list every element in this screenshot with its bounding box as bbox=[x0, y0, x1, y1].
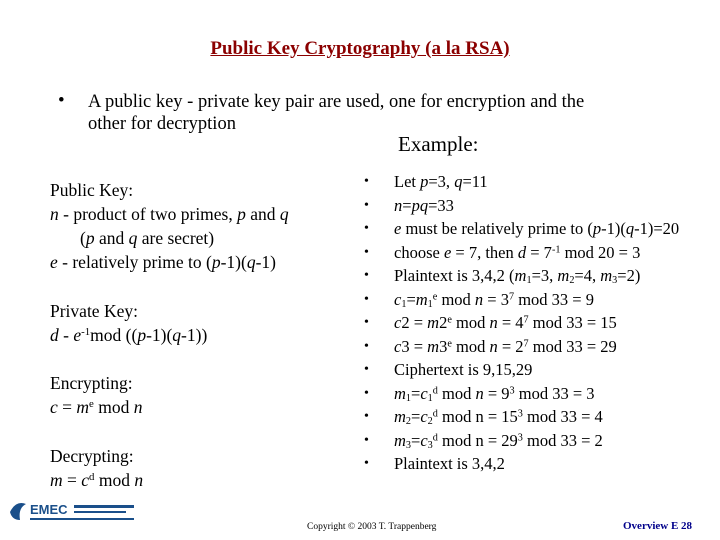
bullet-icon: • bbox=[364, 315, 369, 330]
bullet-icon: • bbox=[364, 221, 369, 236]
logo-text: EMEC bbox=[30, 502, 68, 517]
bullet-icon: • bbox=[364, 362, 369, 377]
emec-logo bbox=[8, 498, 138, 526]
example-step: • choose e = 7, then $d = 7^{-1}$ mod 20 = 3 bbox=[364, 242, 641, 262]
example-step: • $m_3=c_3^d$ mod $n = 29^3$ mod 33 = 2 bbox=[364, 430, 603, 451]
example-step: • $c3 = m3^e$ mod $n = 2^7$ mod 33 = 29 bbox=[364, 336, 617, 356]
intro-bullet: • bbox=[58, 90, 65, 111]
intro-text-line-1: A public key - private key pair are used, one for encryption and the bbox=[88, 92, 585, 112]
encrypting-heading: Encrypting: bbox=[50, 373, 133, 393]
bullet-icon: • bbox=[364, 409, 369, 424]
intro-text-line-2: other for decryption bbox=[88, 114, 236, 134]
bullet-icon: • bbox=[364, 197, 369, 213]
example-step: • Plaintext is 3,4,2 bbox=[364, 454, 505, 473]
public-key-e-line: e - relatively prime to (p-1)(q-1) bbox=[50, 252, 276, 272]
example-step: • $m_1=c_1^d$ mod $n = 9^3$ mod 33 = 3 bbox=[364, 383, 595, 404]
bullet-icon: • bbox=[364, 174, 369, 189]
example-step: • n=pq=33 bbox=[364, 195, 454, 215]
private-key-d-line: d - $e^{-1}mod$ ((p-1)(q-1)) bbox=[50, 325, 208, 345]
example-step: • Plaintext is 3,4,2 ($m_1=3$, $m_2=4$, $m_3=2$) bbox=[364, 266, 641, 287]
example-steps-list bbox=[364, 172, 679, 478]
slide-footer-label: Overview E 28 bbox=[623, 520, 693, 532]
encrypting-formula: $c = m^e$ mod n bbox=[50, 397, 143, 417]
example-step: • $m_2=c_2^d$ mod $n = 15^3$ mod 33 = 4 bbox=[364, 407, 603, 428]
bullet-icon: • bbox=[364, 291, 369, 307]
example-step: • Ciphertext is 9,15,29 bbox=[364, 360, 533, 379]
example-step: • $c_1=m_1^e$ mod $n = 3^7$ mod 33 = 9 bbox=[364, 289, 594, 310]
public-key-secret-line: (p and q are secret) bbox=[80, 228, 215, 248]
slide-title: Public Key Cryptography (a la RSA) bbox=[210, 38, 510, 59]
private-key-heading: Private Key: bbox=[50, 301, 138, 321]
bullet-icon: • bbox=[364, 432, 369, 448]
public-key-n-line: n - product of two primes, p and q bbox=[50, 204, 289, 224]
bullet-icon: • bbox=[364, 268, 369, 283]
bullet-icon: • bbox=[364, 385, 369, 401]
bullet-icon: • bbox=[364, 338, 369, 354]
bullet-icon: • bbox=[364, 456, 369, 471]
decrypting-formula: $m = c^d$ mod n bbox=[50, 470, 144, 490]
example-step: • e must be relatively prime to (p-1)(q-1)=20 bbox=[364, 219, 680, 238]
copyright-text: Copyright © 2003 T. Trappenberg bbox=[307, 522, 437, 532]
decrypting-heading: Decrypting: bbox=[50, 446, 134, 466]
public-key-heading: Public Key: bbox=[50, 180, 134, 200]
example-step: • Let p=3, q=11 bbox=[364, 172, 488, 191]
bullet-icon: • bbox=[364, 244, 369, 260]
example-step: • $c2 = m2^e$ mod $n = 4^7$ mod 33 = 15 bbox=[364, 313, 617, 332]
example-heading: Example: bbox=[398, 132, 479, 156]
